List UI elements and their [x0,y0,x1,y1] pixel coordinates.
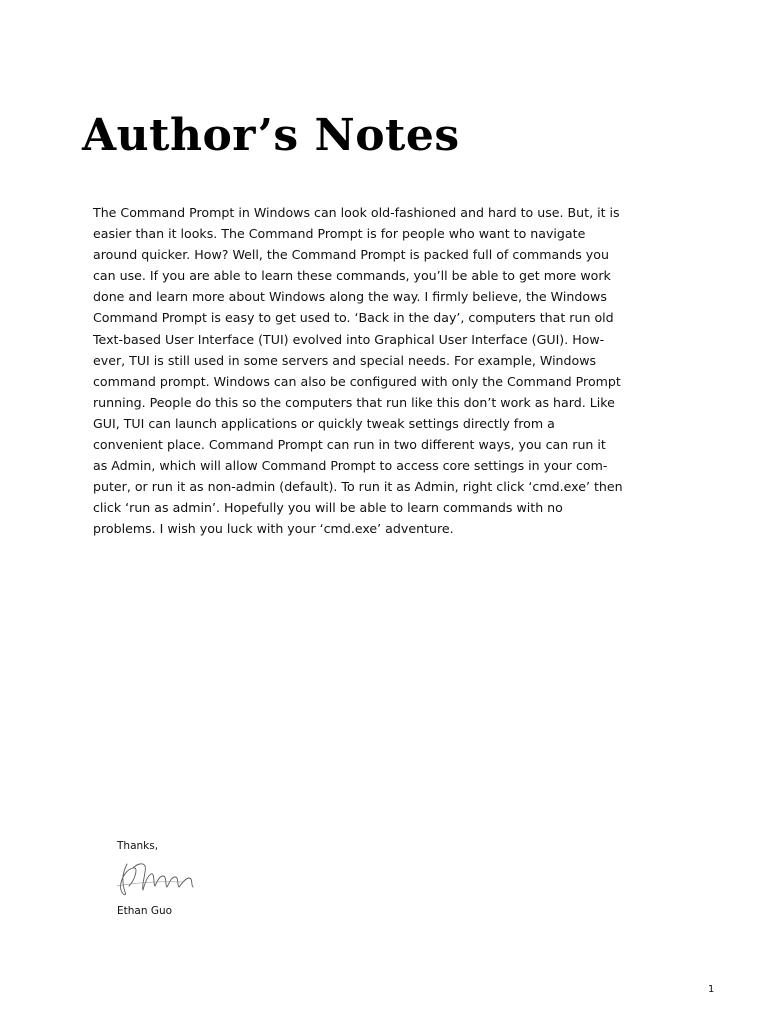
signer-name: Ethan Guo [117,905,173,917]
page-title: Author’s Notes [82,110,460,161]
page-number: 1 [708,984,715,995]
body-paragraph: The Command Prompt in Windows can look old-fashioned and hard to use. But, it is easier than it looks. The Command Prompt is for people who want to navigate around quicker. How? Well, the Command Prompt is packed full of commands you can use. If you are able to learn these commands, you’ll be able to get more work done and learn more about Windows along the way. I firmly believe, the Windows Command Prompt is easy to get used to. ‘Back in the day’, computers that run old Text-based User Interface (TUI) evolved into Graphical User Interface (GUI). How-ever, TUI is still used in some servers and special needs. For example, Windows command prompt. Windows can also be configured with only the Command Prompt running. People do this so the computers that run like this don’t work as hard. Like GUI, TUI can launch applications or quickly tweak settings directly from a convenient place. Command Prompt can run in two different ways, you can run it as Admin, which will allow Command Prompt to access core settings in your com-puter, or run it as non-admin (default). To run it as Admin, right click ‘cmd.exe’ then click ‘run as admin’. Hopefully you will be able to learn commands with no problems. I wish you luck with your ‘cmd.exe’ adventure. [93,205,623,537]
closing-text: Thanks, [117,840,159,852]
signature-image [113,856,203,898]
